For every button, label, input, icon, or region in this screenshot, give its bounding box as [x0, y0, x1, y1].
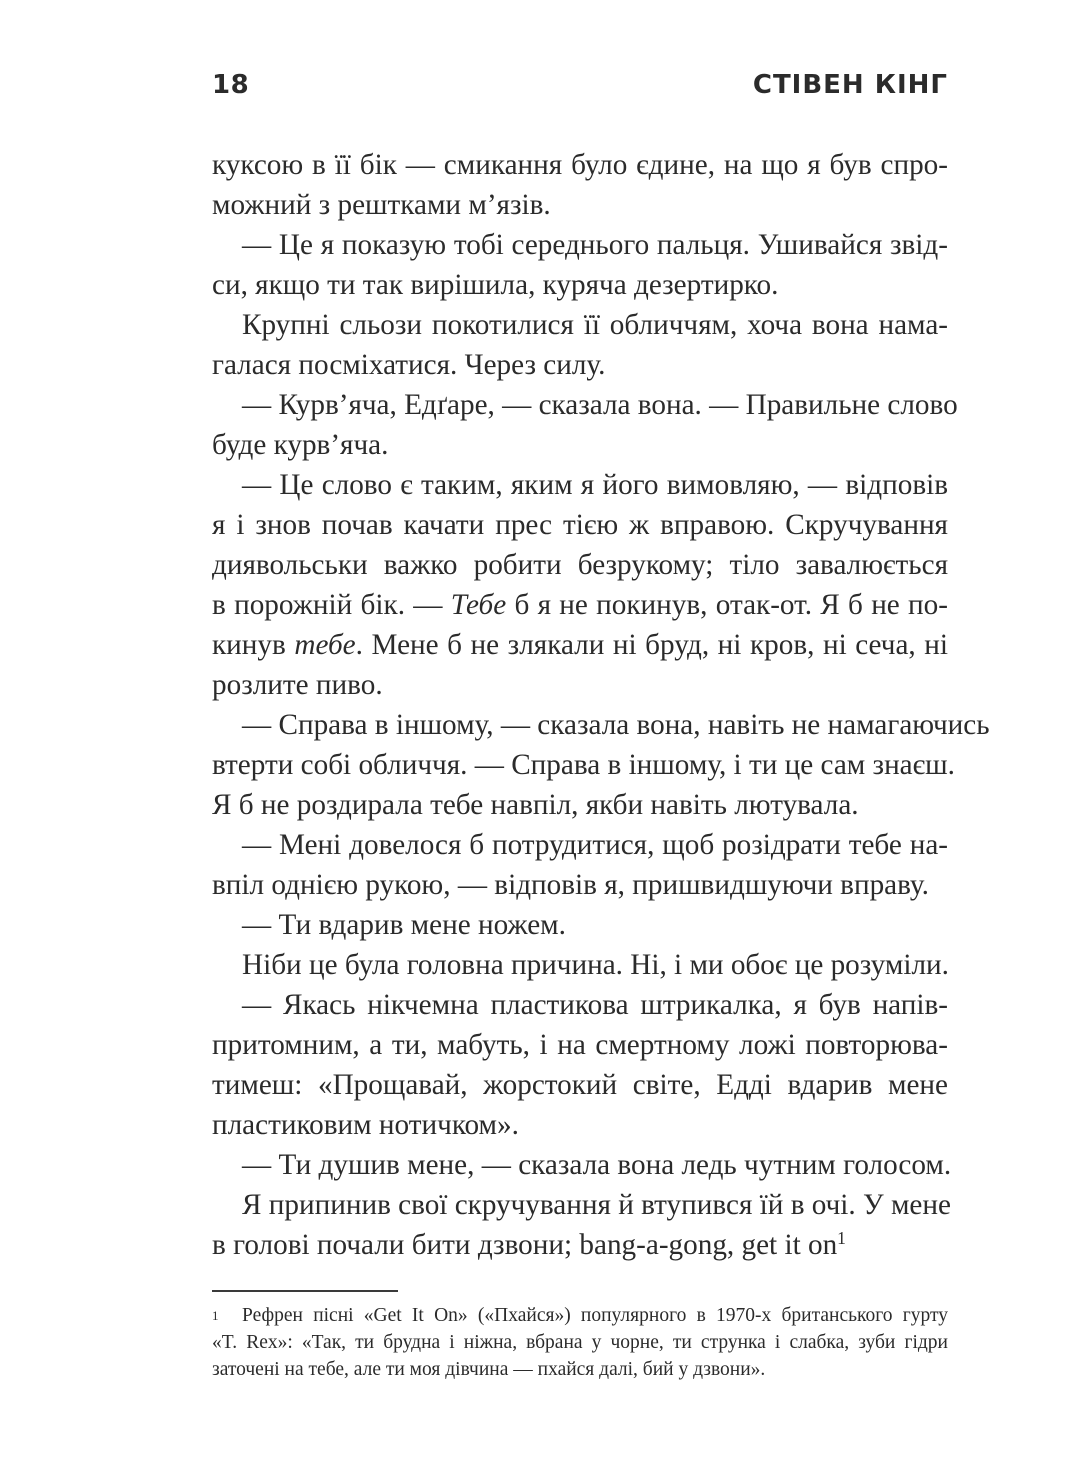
text-segment: кинув: [212, 629, 295, 661]
footnote-marker: 1: [212, 1308, 219, 1323]
footnote-ref[interactable]: 1: [837, 1228, 846, 1248]
footnote-line: заточені на тебе, але ти моя дівчина — пхайся далі, бий у дзвони».: [212, 1359, 766, 1380]
text-segment: в порожній бік. —: [212, 589, 451, 621]
text-line: Ніби це була головна причина. Ні, і ми обоє це розуміли.: [242, 949, 949, 981]
text-line: втерти собі обличчя. — Справа в іншому, і ти це сам знаєш.: [212, 749, 955, 781]
text-segment: б я не покинув, отак-от. Я б не по-: [506, 589, 948, 621]
text-line: — Це я показую тобі середнього пальця. Ушивайся звід-: [242, 229, 948, 261]
italic-word: тебе: [294, 629, 356, 661]
text-line: — Ти вдарив мене ножем.: [242, 909, 566, 941]
text-line: Крупні сльози покотилися її обличчям, хоча вона нама-: [242, 309, 948, 341]
text-segment: . Мене б не злякали ні бруд, ні кров, ні сеча, ні: [355, 629, 948, 661]
text-line: можний з рештками м’язів.: [212, 189, 551, 221]
text-line: притомним, а ти, мабуть, і на смертному ложі повторюва-: [212, 1029, 948, 1061]
text-line: диявольськи важко робити безрукому; тіло завалюється: [212, 549, 948, 581]
text-line-mixed: [212, 585, 948, 625]
running-head: [212, 70, 948, 100]
page-number: 18: [212, 70, 250, 100]
text-line: — Курв’яча, Едґаре, — сказала вона. — Правильне слово: [242, 389, 958, 421]
text-line: Я б не роздирала тебе навпіл, якби навіть лютувала.: [212, 789, 859, 821]
text-line: си, якщо ти так вирішила, куряча дезертирко.: [212, 269, 779, 301]
text-line-mixed: [212, 625, 948, 665]
body-text: [212, 145, 990, 1265]
text-line: тимеш: «Прощавай, жорстокий світе, Едді вдарив мене: [212, 1069, 948, 1101]
footnote-line: «T. Rex»: «Так, ти брудна і ніжна, вбрана у чорне, ти струнка і слабка, зуби гідри: [212, 1332, 948, 1353]
italic-word: Тебе: [450, 589, 507, 621]
text-line: я і знов почав качати прес тією ж вправою. Скручування: [212, 509, 948, 541]
text-line: буде курв’яча.: [212, 429, 389, 461]
text-line: — Ти душив мене, — сказала вона ледь чутним голосом.: [242, 1149, 952, 1181]
text-line: Я припинив свої скручування й втупився їй в очі. У мене: [242, 1189, 951, 1221]
text-line: — Справа в іншому, — сказала вона, навіть не намагаючись: [242, 709, 990, 741]
text-line: куксою в її бік — смикання було єдине, на що я був спро-: [212, 149, 948, 181]
author-name: СТІВЕН КІНГ: [752, 70, 948, 100]
text-line: — Це слово є таким, яким я його вимовляю, — відповів: [242, 469, 948, 501]
text-line: галася посміхатися. Через силу.: [212, 349, 606, 381]
text-line-mixed: [212, 1225, 948, 1265]
footnote-divider: [212, 1290, 398, 1292]
text-line: — Якась нікчемна пластикова штрикалка, я був напів-: [242, 989, 948, 1021]
text-segment: в голові почали бити дзвони; bang-a-gong, get it on: [212, 1229, 838, 1261]
footnote-text: [212, 1302, 948, 1383]
text-line: розлите пиво.: [212, 669, 383, 701]
text-line: — Мені довелося б потрудитися, щоб розідрати тебе на-: [242, 829, 948, 861]
footnote-line: Рефрен пісні «Get It On» («Пхайся») популярного в 1970-х британського гурту: [242, 1305, 948, 1326]
text-line: впіл однією рукою, — відповів я, пришвидшуючи вправу.: [212, 869, 929, 901]
text-line: пластиковим нотичком».: [212, 1109, 519, 1141]
footnote: [212, 1302, 948, 1383]
